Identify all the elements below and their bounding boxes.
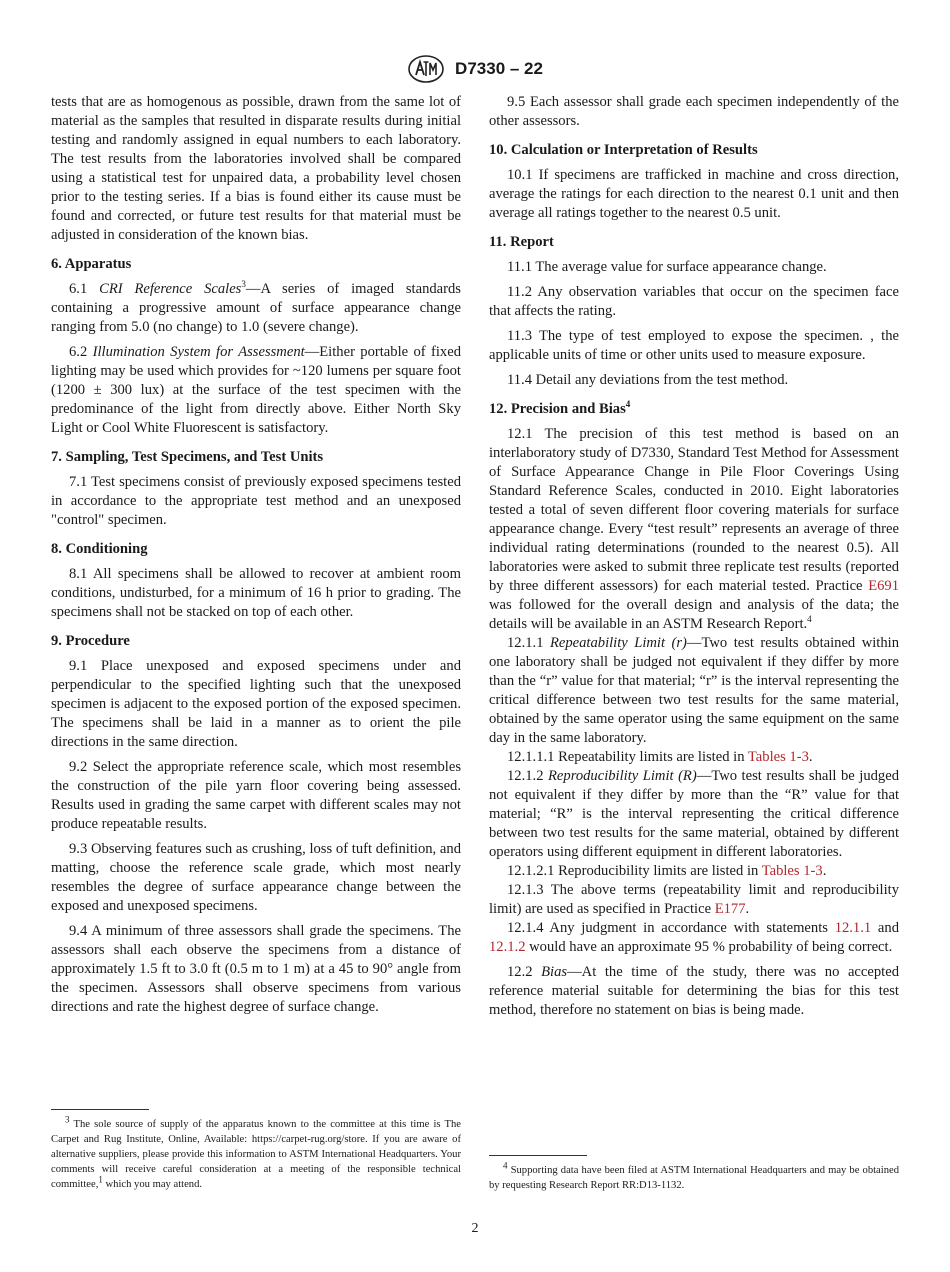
paragraph-9-2: 9.2 Select the appropriate reference scale, which most resembles the construction of the pile yarn floor covering being assessed. Results used in grading the same carpet with different scales may not produce repeatable results. xyxy=(51,759,461,832)
paragraph-8-1: 8.1 All specimens shall be allowed to recover at ambient room conditions, undisturbed, for a minimum of 16 h prior to grading. The specimens shall not be stacked on top of each other. xyxy=(51,566,461,620)
paragraph-9-5: 9.5 Each assessor shall grade each specimen independently of the other assessors. xyxy=(489,94,899,129)
section-9-heading: 9. Procedure xyxy=(51,633,130,649)
page-header xyxy=(0,54,950,84)
link-e177[interactable]: E177 xyxy=(714,901,746,917)
paragraph-12-2: 12.2 Bias—At the time of the study, there was no accepted reference material suitable for determining the bias for this test method, therefore no statement on bias is being made. xyxy=(489,964,899,1018)
footnote-3: $^3$ The sole source of supply of the apparatus known to the committee at this time is The Carpet and Rug Institute, Online, Available: https://carpet-rug.org/store. If you are aware of alternative suppliers, please provide this information to ASTM International Headquarters. Your comments will receive careful consideration at a meeting of the responsible technical committee,$^1$ which you may attend. xyxy=(51,1114,461,1190)
link-e691[interactable]: E691 xyxy=(868,578,899,594)
paragraph-7-1: 7.1 Test specimens consist of previously exposed specimens tested in accordance to the appropriate test method and an unexposed "control" specimen. xyxy=(51,474,461,528)
right-column xyxy=(489,93,899,1026)
paragraph-11-1: 11.1 The average value for surface appearance change. xyxy=(507,259,827,275)
left-column xyxy=(51,93,461,1023)
paragraph-9-3: 9.3 Observing features such as crushing, loss of tuft definition, and matting, choose the reference scale grade, which most nearly resembles the degree of surface appearance change between the exposed and unexposed specimens. xyxy=(51,841,461,914)
paragraph-6-2: 6.2 Illumination System for Assessment—Either portable of fixed lighting may be used which provides for ~120 lumens per square foot (1200 ± 300 lux) at the surface of the test specimen with the predominance of the light from directly above. Either North Sky Light or Cool White Fluorescent is satisfactory. xyxy=(51,344,461,436)
paragraph-12-1-3: 12.1.3 The above terms (repeatability limit and reproducibility limit) are used as specified in Practice E177. xyxy=(489,882,899,917)
paragraph-12-1-2: 12.1.2 Reproducibility Limit (R)—Two test results shall be judged not equivalent if they differ by more than the “R” value for that material; “R” is the interval representing the critical difference between two test results for the same material, obtained by different operators using different equipment in different laboratories. xyxy=(489,768,899,860)
paragraph-9-1: 9.1 Place unexposed and exposed specimens under and perpendicular to the specified lighting such that the unexposed specimen is adjacent to the exposed portion of the exposed specimen. The specimens shall be laid in a manner as to orient the pile directions in the same direction. xyxy=(51,658,461,750)
link-tables-1-3[interactable]: Tables 1-3 xyxy=(747,749,809,765)
link-tables-1-3[interactable]: Tables 1-3 xyxy=(761,863,823,879)
paragraph-12-1-2-1: 12.1.2.1 Reproducibility limits are listed in Tables 1-3. xyxy=(507,863,827,879)
term-cri-reference-scales: CRI Reference Scales xyxy=(99,281,242,297)
paragraph-11-3: 11.3 The type of test employed to expose the specimen. , the applicable units of time or other units used to measure exposure. xyxy=(489,328,899,363)
footnote-4: $^4$ Supporting data have been filed at ASTM International Headquarters and may be obtained by requesting Research Report RR:D13-1132. xyxy=(489,1160,899,1191)
paragraph-10-1: 10.1 If specimens are trafficked in machine and cross direction, average the ratings for each direction to the nearest 0.1 unit and then average all ratings together to the nearest 0.5 unit. xyxy=(489,167,899,221)
section-12-heading: 12. Precision and Bias$^4$ xyxy=(489,399,631,417)
paragraph-12-1-1: 12.1.1 Repeatability Limit (r)—Two test results obtained within one laboratory shall be judged not equivalent if they differ by more than the “r” value for that material; “r” is the interval representing the critical difference between two test results for the same material, obtained by the same operator using the same equipment on the same day in the same laboratory. xyxy=(489,635,899,746)
paragraph-12-1-1-1: 12.1.1.1 Repeatability limits are listed in Tables 1-3. xyxy=(507,749,813,765)
footnote-ref-4[interactable]: 4 xyxy=(625,399,631,410)
footnote-divider xyxy=(51,1109,149,1110)
footnote-ref-3[interactable]: 3 xyxy=(241,279,246,290)
term-illumination-system: Illumination System for Assessment xyxy=(92,344,305,360)
paragraph-11-4: 11.4 Detail any deviations from the test method. xyxy=(507,372,789,388)
section-6-heading: 6. Apparatus xyxy=(51,256,132,272)
paragraph-6-1: 6.1 CRI Reference Scales$^3$—A series of imaged standards containing a progressive amount of surface appearance change ranging from 5.0 (no change) to 1.0 (severe change). xyxy=(51,279,461,335)
section-10-heading: 10. Calculation or Interpretation of Results xyxy=(489,142,758,158)
page-number: 2 xyxy=(471,1221,479,1236)
footnote-divider xyxy=(489,1155,587,1156)
paragraph-12-1: 12.1 The precision of this test method is based on an interlaboratory study of D7330, Standard Test Method for Assessment of Surface Appearance Change in Pile Floor Coverings Using Standard Reference Scales, conducted in 2010. Eight laboratories tested a total of seven different floor covering materials for surface appearance change. Every “test result” represents an average of three individual rating determinations (rounded to the nearest 0.5). All laboratories were asked to submit three replicate test results (reported by three different assessors) for each material tested. Practice E691 was followed for the overall design and analysis of the data; the details will be available in an ASTM Research Report.$^4$ xyxy=(489,426,899,632)
paragraph-5-continued: tests that are as homogenous as possible, drawn from the same lot of material as the samples that resulted in disparate results during initial testing and randomly assigned in equal numbers to each laboratory. The test results from the laboratories involved shall be compared using a statistical test for unpaired data, a probability level chosen prior to the testing series. If a bias is found either its cause must be found and corrected, or future test results for that material must be adjusted in consideration of the known bias. xyxy=(51,94,461,243)
section-7-heading: 7. Sampling, Test Specimens, and Test Units xyxy=(51,449,324,465)
paragraph-9-4: 9.4 A minimum of three assessors shall grade the specimens. The assessors shall each observe the specimens from a distance of approximately 1.5 ft to 3.0 ft (0.5 m to 1 m) at a 45 to 90° angle from the specimen. Assessors shall observe specimens from various directions and rate the highest degree of surface change. xyxy=(51,923,461,1015)
link-12-1-1[interactable]: 12.1.1 xyxy=(834,920,872,936)
link-12-1-2[interactable]: 12.1.2 xyxy=(489,939,526,955)
section-11-heading: 11. Report xyxy=(489,234,554,250)
paragraph-11-2: 11.2 Any observation variables that occur on the specimen face that affects the rating. xyxy=(489,284,899,319)
paragraph-12-1-4: 12.1.4 Any judgment in accordance with statements 12.1.1 and 12.1.2 would have an approximate 95 % probability of being correct. xyxy=(489,920,899,955)
astm-logo-icon xyxy=(407,54,445,84)
section-8-heading: 8. Conditioning xyxy=(51,541,148,557)
document-designation: D7330 – 22 xyxy=(455,59,543,78)
